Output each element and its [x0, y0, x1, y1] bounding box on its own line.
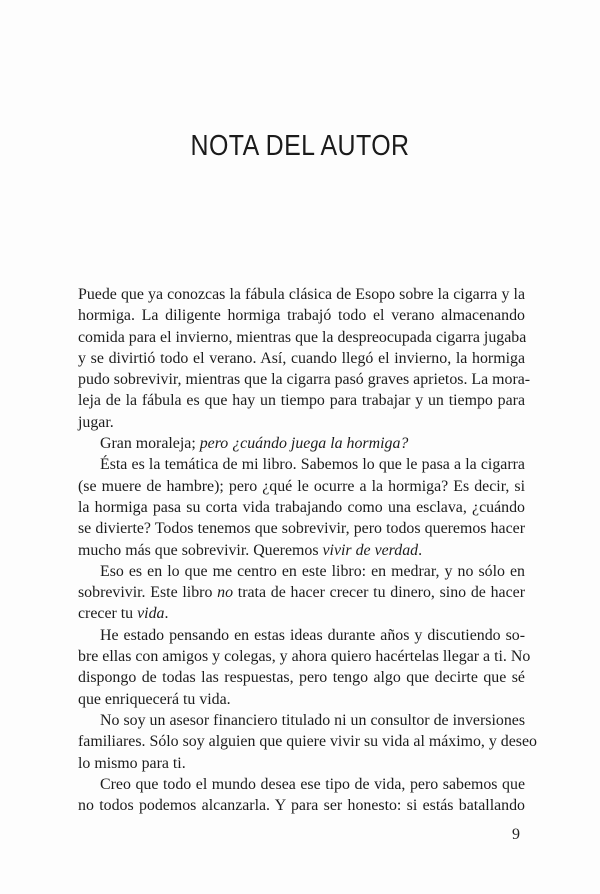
- text-line: crecer tu vida.: [78, 605, 169, 623]
- chapter-body: [78, 284, 537, 816]
- text-line: mucho más que sobrevivir. Queremos vivir de verdad.: [78, 541, 423, 559]
- chapter-title: NOTA DEL AUTOR: [190, 130, 410, 162]
- text-line: la hormiga pasa su corta vida trabajando como una esclava, ¿cuándo: [78, 498, 525, 516]
- text-line: familiares. Sólo soy alguien que quiere vivir su vida al máximo, y deseo: [78, 733, 537, 751]
- text-line: Eso es en lo que me centro en este libro: en medrar, y no sólo en: [100, 562, 525, 580]
- text-line: Puede que ya conozcas la fábula clásica de Esopo sobre la cigarra y la: [78, 286, 525, 303]
- text-line: sobrevivir. Este libro no trata de hacer crecer tu dinero, sino de hacer: [78, 584, 525, 602]
- text-line: He estado pensando en estas ideas durante años y discutiendo so-: [100, 626, 525, 644]
- text-line: no todos podemos alcanzarla. Y para ser honesto: si estás batallando: [78, 797, 525, 815]
- text-line: que enriquecerá tu vida.: [78, 690, 231, 708]
- text-line: bre ellas con amigos y colegas, y ahora quiero hacértelas llegar a ti. No: [78, 648, 531, 666]
- text-line: leja de la fábula es que hay un tiempo para trabajar y un tiempo para: [78, 392, 525, 410]
- page-number: 9: [512, 826, 520, 843]
- text-line: lo mismo para ti.: [78, 754, 186, 772]
- text-line: comida para el invierno, mientras que la despreocupada cigarra jugaba: [78, 328, 527, 346]
- text-line: No soy un asesor financiero titulado ni un consultor de inversiones: [100, 711, 525, 729]
- text-line: hormiga. La diligente hormiga trabajó todo el verano almacenando: [78, 307, 525, 325]
- text-line: se divierte? Todos tenemos que sobrevivir, pero todos queremos hacer: [78, 520, 525, 538]
- text-line: dispongo de todas las respuestas, pero tengo algo que decirte que sé: [78, 669, 525, 687]
- text-line: Creo que todo el mundo desea ese tipo de vida, pero sabemos que: [100, 775, 525, 793]
- text-line: Gran moraleja; pero ¿cuándo juega la hormiga?: [100, 435, 409, 453]
- text-line: pudo sobrevivir, mientras que la cigarra pasó graves aprietos. La mora-: [78, 371, 531, 389]
- text-line: (se muere de hambre); pero ¿qué le ocurre a la hormiga? Es decir, si: [78, 477, 525, 495]
- text-line: Ésta es la temática de mi libro. Sabemos lo que le pasa a la cigarra: [100, 456, 525, 474]
- text-line: jugar.: [78, 413, 114, 431]
- text-line: y se divirtió todo el verano. Así, cuando llegó el invierno, la hormiga: [78, 349, 525, 367]
